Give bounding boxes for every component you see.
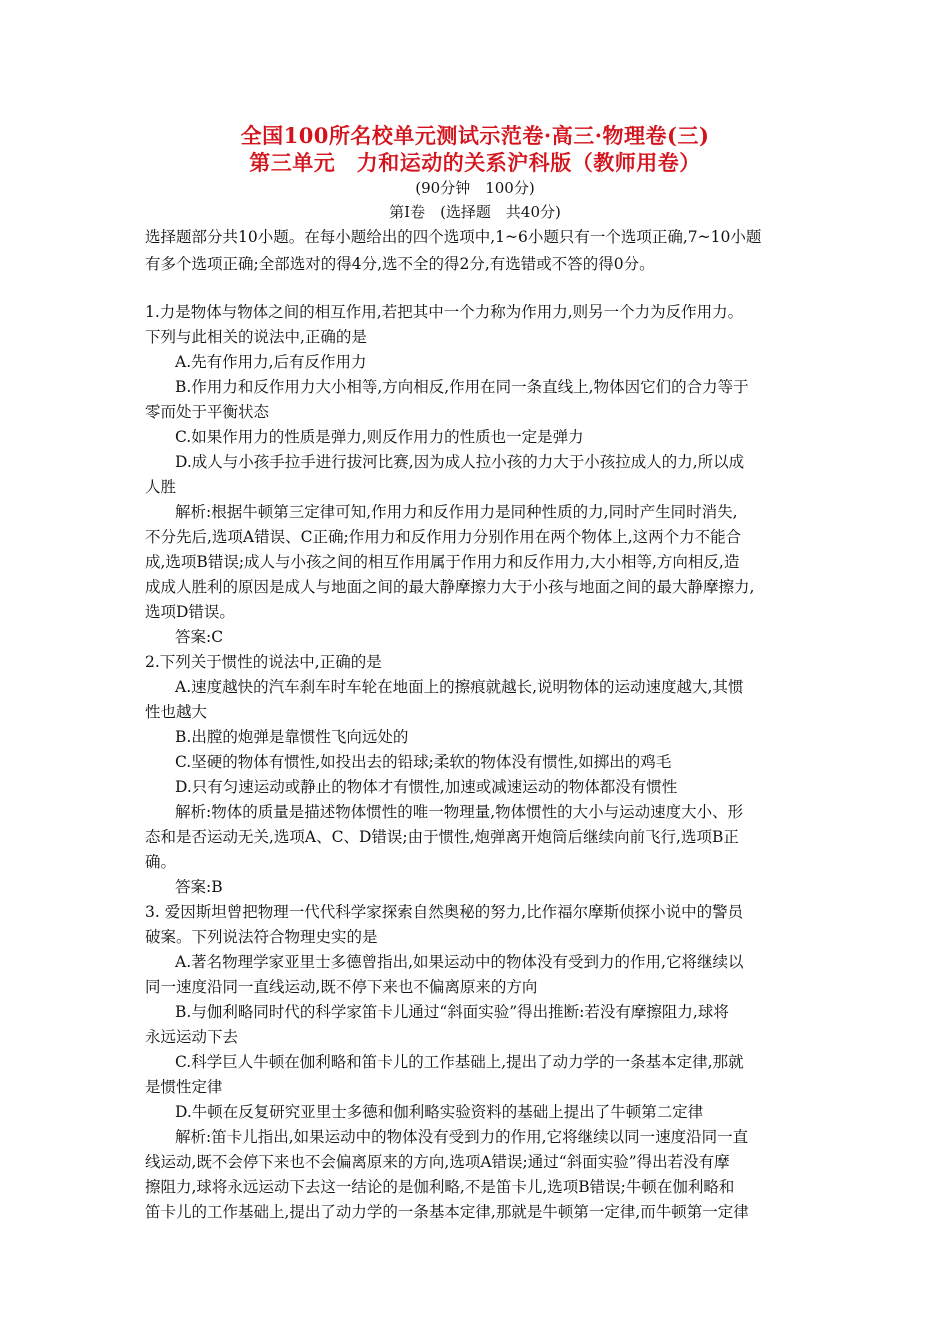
q3-stem: 3. 爱因斯坦曾把物理一代代科学家探索自然奥秘的努力,比作福尔摩斯侦探小说中的警员 bbox=[145, 903, 744, 921]
q3-option-c: 是惯性定律 bbox=[145, 1078, 223, 1096]
instructions-line: 选择题部分共10小题。在每小题给出的四个选项中,1~6小题只有一个选项正确,7~10小题 bbox=[145, 228, 762, 246]
q1-analysis: 成,选项B错误;成人与小孩之间的相互作用属于作用力和反作用力,大小相等,方向相反,造 bbox=[145, 553, 740, 571]
exam-duration: (90分钟 100分) bbox=[415, 179, 535, 197]
q3-option-a: 同一速度沿同一直线运动,既不停下来也不偏离原来的方向 bbox=[145, 978, 538, 996]
q3-analysis: 笛卡儿的工作基础上,提出了动力学的一条基本定律,那就是牛顿第一定律,而牛顿第一定律 bbox=[145, 1203, 749, 1221]
q1-stem: 下列与此相关的说法中,正确的是 bbox=[145, 328, 367, 346]
q1-analysis: 不分先后,选项A错误、C正确;作用力和反作用力分别作用在两个物体上,这两个力不能合 bbox=[145, 528, 742, 546]
q2-option-b: B.出膛的炮弹是靠惯性飞向远处的 bbox=[175, 728, 409, 746]
q1-stem: 1.力是物体与物体之间的相互作用,若把其中一个力称为作用力,则另一个力为反作用力。 bbox=[145, 303, 744, 321]
title-line-1: 全国100所名校单元测试示范卷·高三·物理卷(三) bbox=[240, 123, 710, 148]
q1-option-b: 零而处于平衡状态 bbox=[145, 403, 270, 421]
q1-answer: 答案:C bbox=[175, 628, 224, 646]
q1-analysis: 解析:根据牛顿第三定律可知,作用力和反作用力是同种性质的力,同时产生同时消失, bbox=[175, 503, 738, 521]
q2-analysis: 态和是否运动无关,选项A、C、D错误;由于惯性,炮弹离开炮筒后继续向前飞行,选项B正 bbox=[145, 828, 739, 846]
q3-option-c: C.科学巨人牛顿在伽利略和笛卡儿的工作基础上,提出了动力学的一条基本定律,那就 bbox=[175, 1053, 744, 1071]
q2-stem: 2.下列关于惯性的说法中,正确的是 bbox=[145, 653, 382, 671]
q1-analysis: 成成人胜利的原因是成人与地面之间的最大静摩擦力大于小孩与地面之间的最大静摩擦力, bbox=[145, 578, 755, 596]
q2-option-a: A.速度越快的汽车刹车时车轮在地面上的擦痕就越长,说明物体的运动速度越大,其惯 bbox=[175, 678, 744, 696]
q3-option-b: B.与伽利略同时代的科学家笛卡儿通过“斜面实验”得出推断:若没有摩擦阻力,球将 bbox=[175, 1003, 729, 1021]
q1-option-c: C.如果作用力的性质是弹力,则反作用力的性质也一定是弹力 bbox=[175, 428, 584, 446]
section-heading: 第Ⅰ卷 (选择题 共40分) bbox=[389, 203, 561, 221]
q2-analysis: 解析:物体的质量是描述物体惯性的唯一物理量,物体惯性的大小与运动速度大小、形 bbox=[175, 803, 744, 821]
instructions-line: 有多个选项正确;全部选对的得4分,选不全的得2分,有选错或不答的得0分。 bbox=[145, 255, 655, 273]
q3-option-d: D.牛顿在反复研究亚里士多德和伽利略实验资料的基础上提出了牛顿第二定律 bbox=[175, 1103, 704, 1121]
q3-stem: 破案。下列说法符合物理史实的是 bbox=[145, 928, 378, 946]
q2-option-a: 性也越大 bbox=[145, 703, 208, 721]
q3-analysis: 线运动,既不会停下来也不会偏离原来的方向,选项A错误;通过“斜面实验”得出若没有摩 bbox=[145, 1153, 730, 1171]
q2-option-d: D.只有匀速运动或静止的物体才有惯性,加速或减速运动的物体都没有惯性 bbox=[175, 778, 678, 796]
q2-answer: 答案:B bbox=[175, 878, 223, 896]
q2-option-c: C.坚硬的物体有惯性,如投出去的铅球;柔软的物体没有惯性,如掷出的鸡毛 bbox=[175, 753, 672, 771]
q3-analysis: 擦阻力,球将永远运动下去这一结论的是伽利略,不是笛卡儿,选项B错误;牛顿在伽利略和 bbox=[145, 1178, 735, 1196]
q1-option-b: B.作用力和反作用力大小相等,方向相反,作用在同一条直线上,物体因它们的合力等于 bbox=[175, 378, 749, 396]
q2-analysis: 确。 bbox=[145, 853, 177, 871]
q1-option-a: A.先有作用力,后有反作用力 bbox=[175, 353, 367, 371]
q3-analysis: 解析:笛卡儿指出,如果运动中的物体没有受到力的作用,它将继续以同一速度沿同一直 bbox=[175, 1128, 749, 1146]
title-line-2: 第三单元 力和运动的关系沪科版（教师用卷） bbox=[249, 150, 701, 175]
q1-option-d: D.成人与小孩手拉手进行拔河比赛,因为成人拉小孩的力大于小孩拉成人的力,所以成 bbox=[175, 453, 745, 471]
q1-analysis: 选项D错误。 bbox=[145, 603, 235, 621]
q3-option-a: A.著名物理学家亚里士多德曾指出,如果运动中的物体没有受到力的作用,它将继续以 bbox=[175, 953, 744, 971]
q1-option-d: 人胜 bbox=[145, 478, 177, 496]
q3-option-b: 永远运动下去 bbox=[145, 1028, 239, 1046]
